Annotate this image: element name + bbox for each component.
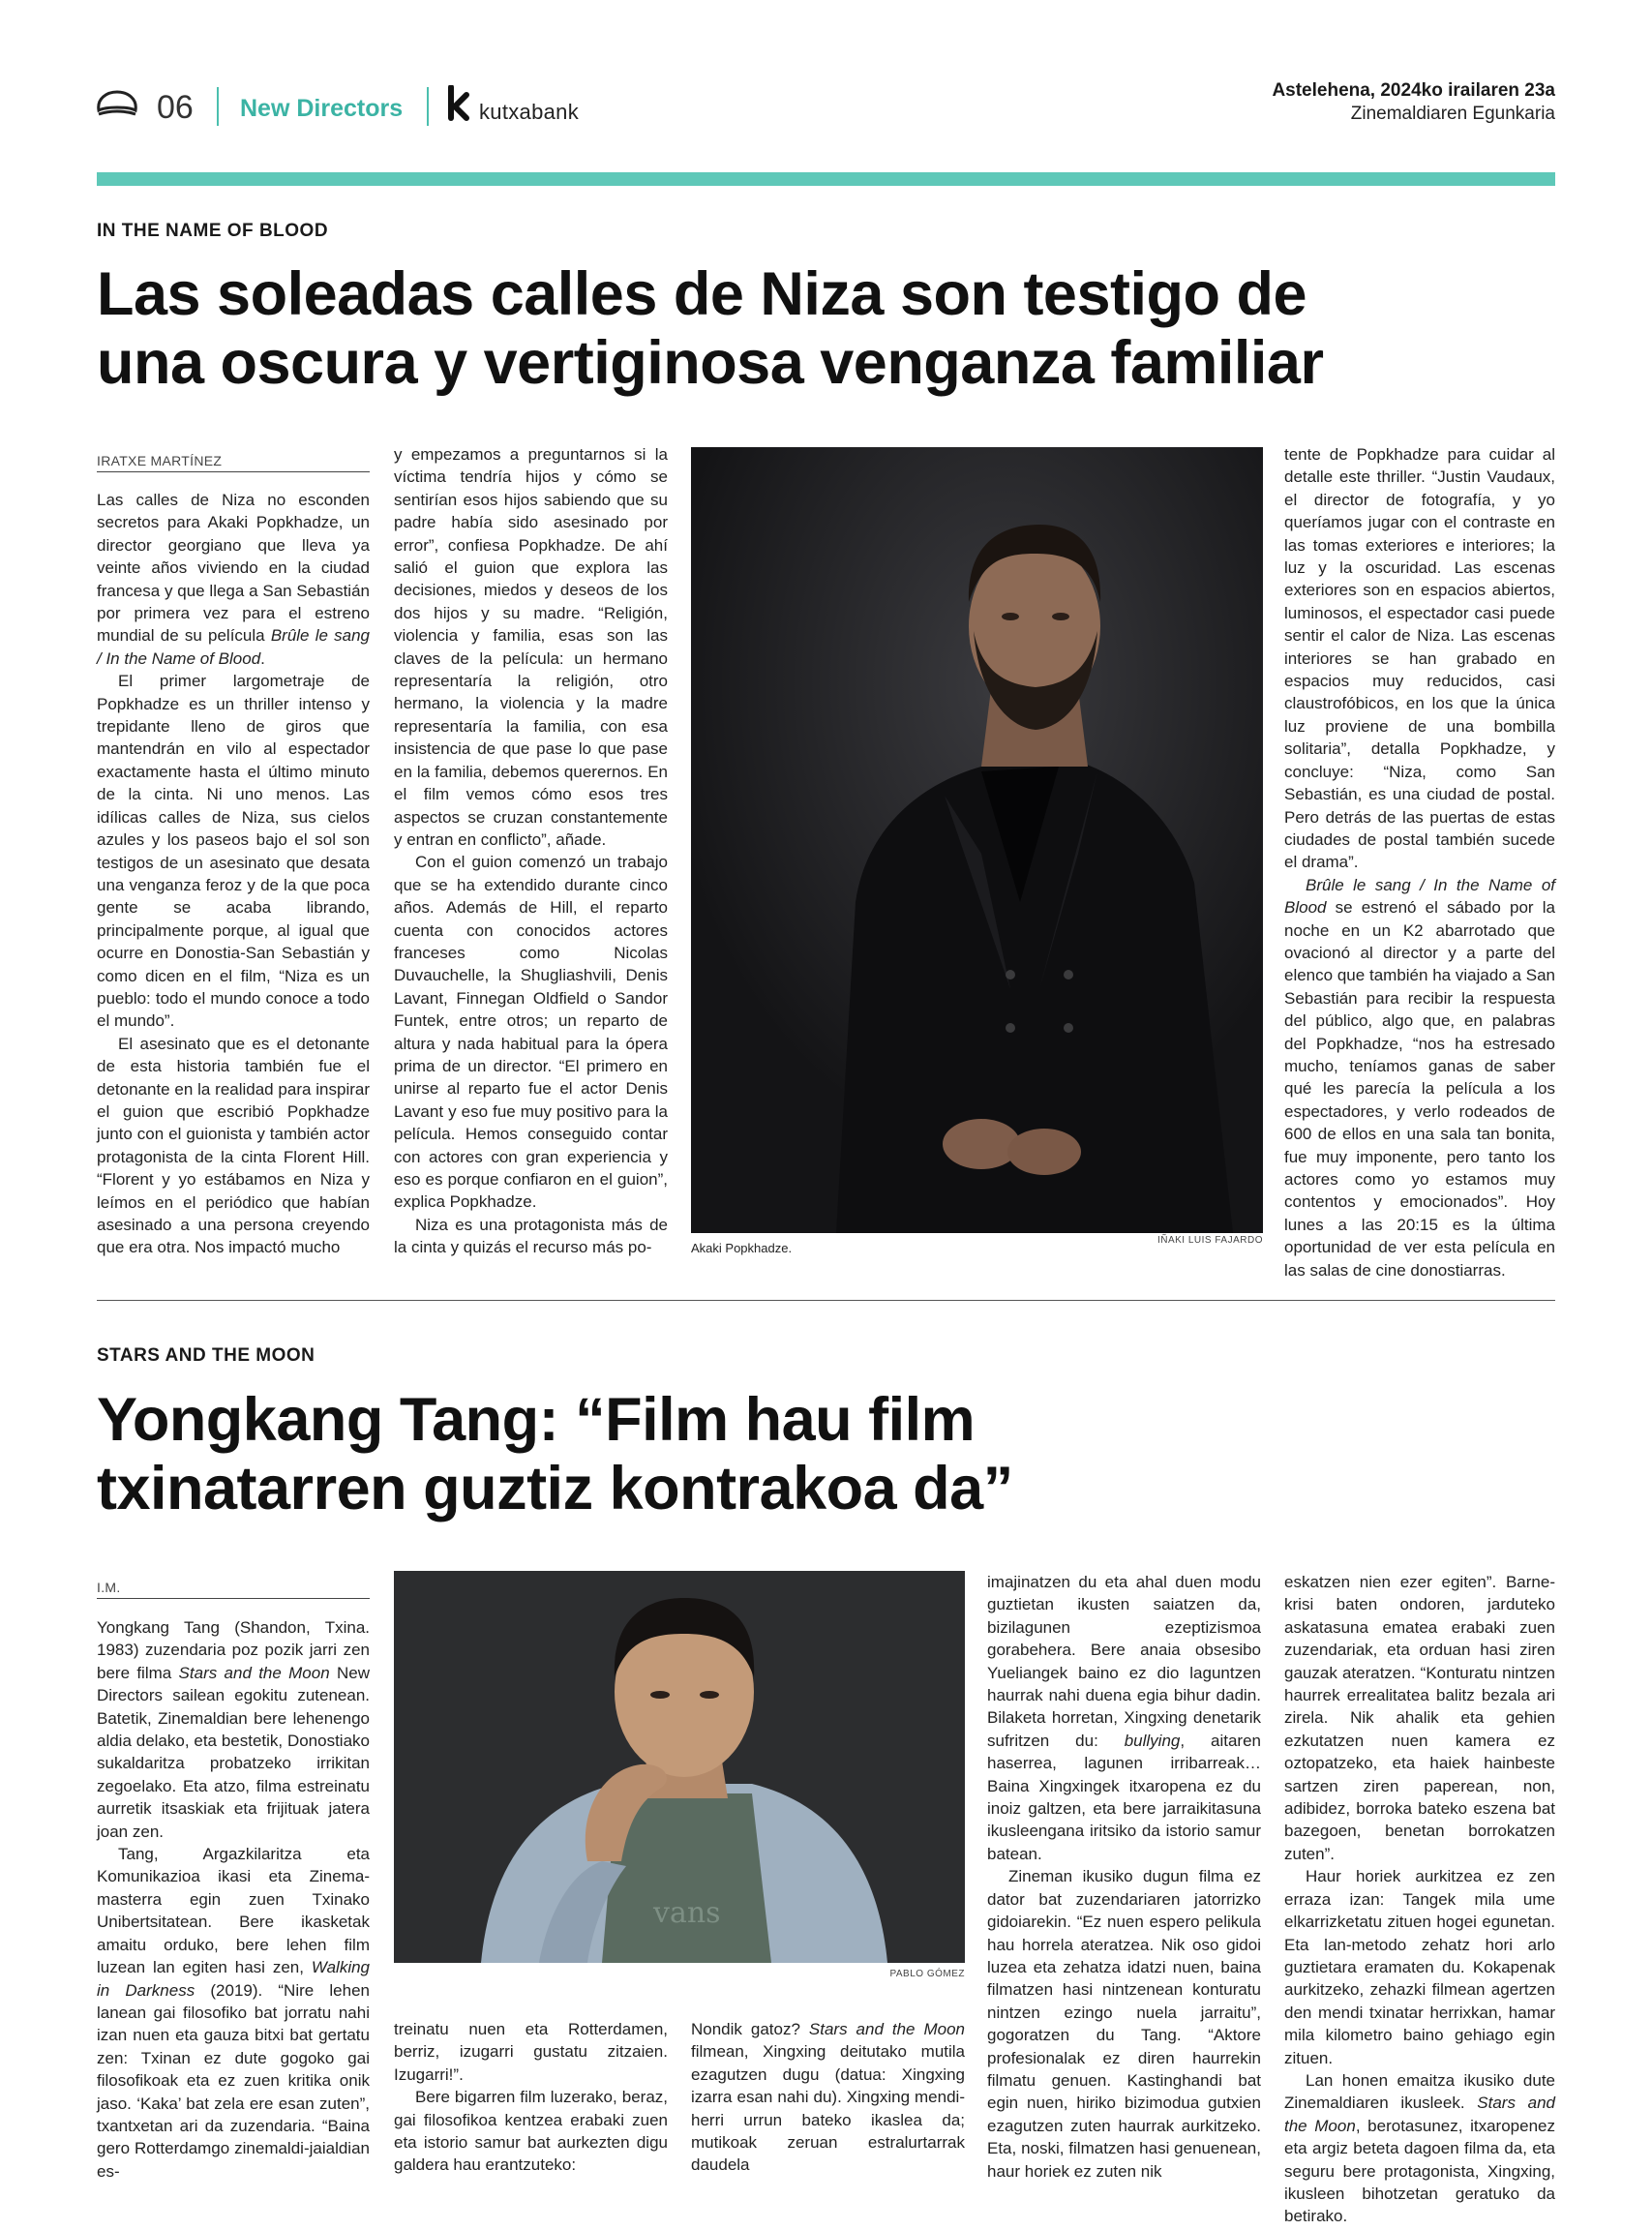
paragraph: Lan honen emaitza ikusiko dute Zinemaldiaren ikusleek. Stars and the Moon, berotasunez, itxaropenez eta argiz beteta dagoen filma da, eta seguru bere protagonista, Xingxing, ikusleen bihotzetan geratuko da betirako. bbox=[1284, 2070, 1556, 2226]
paragraph: Zineman ikusiko dugun filma ez dator bat zuzendariaren jatorrizko gidoiarekin. “Ez nuen espero pelikula hau horrela ateratzea. Nik oso gidoi luzea eta zehatza idatzi nuen, baina filmatzen hasi nintzenean konturatu nintzen ezingo nuela jarraitu”, gogoratzen du Tang. “Aktore profesionalak ez diren haurrekin filmatu genuen. Kastinghandi bat egin nuen, hiriko bizimodua gutxien ezagutzen zuten haurrak aurkitzeko. Eta, noski, filmatzen hasi genuenean, haur horiek ez zuten nik bbox=[987, 1867, 1261, 2181]
paragraph: Las calles de Niza no esconden secretos para Akaki Popkhadze, un director georgiano que lleva ya veinte años viviendo en la ciudad francesa y que llega a San Sebastián por primera vez para el estreno mundial de su película Brûle le sang / In the Name of Blood. bbox=[97, 491, 370, 668]
headline-line: una oscura y vertiginosa venganza familiar bbox=[97, 329, 1324, 397]
paragraph: El asesinato que es el detonante de esta historia también fue el detonante en la realidad para inspirar el guion que escribió Popkhadze junto con el guionista y también actor protagonista de la cinta Florent Hill. “Florent y yo estábamos en Niza y leímos en el periódico que habían asesinado a una persona creyendo que era otra. Nos impactó mucho bbox=[97, 1034, 370, 1257]
article2-column-3-lower bbox=[691, 2018, 965, 2177]
article1-byline: IRATXE MARTÍNEZ bbox=[97, 453, 370, 472]
paragraph: Con el guion comenzó un trabajo que se ha extendido durante cinco años. Además de Hill, el reparto cuenta con conocidos actores franceses como Nicolas Duvauchelle, la Shugliashvili, Denis Lavant, Finnegan Oldfield o Sandor Funtek, entre otros; un reparto de altura y nada habitual para la ópera prima de un director. “El primero en unirse al reparto fue el actor Denis Lavant y eso fue muy positivo para la película. Hemos conseguido contar con actores con gran experiencia y eso es porque confiaron en el guion”, explica Popkhadze. bbox=[394, 853, 668, 1212]
portrait-man-in-suit bbox=[691, 447, 1263, 1233]
shirt-print-text: vans bbox=[653, 1896, 721, 1930]
issue-date: Astelehena, 2024ko irailaren 23a bbox=[1272, 80, 1555, 101]
paragraph: Yongkang Tang (Shandon, Txina. 1983) zuzendaria poz pozik jarri zen bere filma Stars and the Moon New Directors sailean egokitu zutenean. Batetik, Zinemaldian bere lehenengo aldia delako, eta bestetik, Donostiako sukaldaritza probatzeko irrikitan zegoelako. Eta atzo, filma estreinatu aurretik itsaskiak eta frijituak jatera joan zen. bbox=[97, 1618, 371, 1841]
sponsor-logo-icon bbox=[447, 85, 474, 122]
paragraph: y empezamos a preguntarnos si la víctima tendría hijos y cómo se sentirían esos hijos sabiendo que su padre había sido asesinado por error”, confiesa Popkhadze. De ahí salió el guion que explora las decisiones, miedos y deseos de los dos hijos y su madre. “Religión, violencia y familia, esas son las claves de la película: un hermano representaría la religión, otro hermano, la violencia y la madre representaría la familia, con esa insistencia de que pase lo que pase en la familia, debemos querernos. En el film vemos cómo esos tres aspectos se cruzan constantemente y entran en conflicto”, añade. bbox=[394, 445, 668, 849]
article1-photo bbox=[691, 447, 1263, 1233]
header-divider bbox=[427, 87, 429, 126]
header-divider bbox=[217, 87, 219, 126]
article1-column-3 bbox=[1284, 443, 1555, 1281]
article1-photo-credit: IÑAKI LUIS FAJARDO bbox=[1156, 1235, 1263, 1246]
paragraph: Nondik gatoz? Stars and the Moon filmean, Xingxing deitutako mutila ezagutzen dugu (datua: Xingxing izarra esan nahi du). Xingxing mendi-herri urrun bateko ikaslea da; mutikoak zeruan estralurtarrak daudela bbox=[691, 2020, 966, 2175]
publication-name: Zinemaldiaren Egunkaria bbox=[1350, 104, 1555, 124]
paragraph: El primer largometraje de Popkhadze es un thriller intenso y trepidante lleno de giros que mantendrán en vilo al espectador exactamente hasta el último minuto de la cinta. Ni uno menos. Las idílicas calles de Niza, sus cielos azules y los paseos bajo el sol son testigos de un asesinato que desata una venganza feroz y de la que poca gente se acaba librando, principalmente porque, al igual que ocurre en Donostia-San Sebastián y como dicen en el film, “Niza es un pueblo: todo el mundo conoce a todo el mundo”. bbox=[97, 672, 370, 1031]
article2-headline bbox=[97, 1386, 1555, 1523]
sponsor-name: kutxabank bbox=[479, 100, 579, 124]
paragraph: eskatzen nien ezer egiten”. Barne-krisi baten ondoren, jarduteko askatasuna ematea erabaki zuen zuzendariak, eta orduan hasi ziren gauzak ateratzen. “Konturatu nintzen haurrek errealitatea balitz bezala ari zirela. Nik ahalik eta gehien ezkutatzen nuen kamera ez oztopatzeko, eta haiek hainbeste sartzen ziren paperean, non, adibidez, borroka bateko eszena bat bazegoen, benetan borrokatzen zuten”. bbox=[1284, 1573, 1555, 1863]
headline-line: Las soleadas calles de Niza son testigo de bbox=[97, 260, 1307, 328]
page-number: 06 bbox=[157, 89, 194, 126]
article2-column-3 bbox=[987, 1571, 1261, 2183]
headline-line: Yongkang Tang: “Film hau film bbox=[97, 1386, 976, 1454]
article2-photo-credit: PABLO GÓMEZ bbox=[889, 1969, 965, 1979]
article2-column-4 bbox=[1284, 1571, 1555, 2228]
paragraph: Niza es una protagonista más de la cinta y quizás el recurso más po- bbox=[394, 1215, 668, 1257]
section-name: New Directors bbox=[240, 95, 404, 122]
article2-photo bbox=[394, 1571, 965, 1963]
article2-column-2 bbox=[394, 2018, 668, 2177]
paragraph: treinatu nuen eta Rotterdamen, berriz, izugarri gustatu zitzaien. Izugarri!”. bbox=[394, 2020, 668, 2084]
article1-column-1 bbox=[97, 489, 370, 1259]
paragraph: imajinatzen du eta ahal duen modu guztietan ikusten saiatzen da, bizilagunen ezeptizismoa gorabehera. Bere anaia obsesibo Yueliangek baino ez dio laguntzen haurrak nahi duena egia bihur dadin. Bilaketa horretan, Xingxing denetarik sufritzen du: bullying, aitaren haserrea, lagunen irribarreak… Baina Xingxingek itxaropena ez du inoiz galtzen, eta bere jarraikitasuna ikusleengana iritsiko da istorio samur batean. bbox=[987, 1573, 1261, 1863]
headline-line: txinatarren guztiz kontrakoa da” bbox=[97, 1455, 1013, 1522]
article2-kicker: STARS AND THE MOON bbox=[97, 1345, 315, 1366]
header-logo-icon bbox=[95, 89, 139, 126]
paragraph: Haur horiek aurkitzea ez zen erraza izan: Tangek mila ume elkarrizketatu zituen hogei egunetan. Eta lan-metodo zehatz hori arlo guztietara eramaten du. Kokapenak aurkitzeko, zehazki filmean agertzen den mendi txinatar herrixkan, hamar mila kilometro baino gehiago egin zituen. bbox=[1284, 1867, 1555, 2067]
article1-column-2 bbox=[394, 443, 668, 1259]
article1-kicker: IN THE NAME OF BLOOD bbox=[97, 221, 329, 241]
paragraph: Tang, Argazkilaritza eta Komunikazioa ikasi eta Zinema-masterra egin zuen Txinako Unibertsitatean. Bere ikasketak amaitu orduko, bere lehen film luzean lan egiten hasi zen, Walking in Darkness (2019). “Nire lehen lanean gai filosofiko bat jorratu nahi izan nuen eta gauza bitxi bat gertatu zen: Txinan ez dute gogoko gai filosofikoak eta ez zuen kritika onik jaso. ‘Kaka’ bat zela ere esan zuten”, txantxetan ari da zuzendaria. “Baina gero Rotterdamgo zinemaldi-jaialdian es- bbox=[97, 1845, 370, 2181]
article2-byline: I.M. bbox=[97, 1580, 370, 1599]
article-divider bbox=[97, 1300, 1555, 1301]
article1-photo-caption: Akaki Popkhadze. bbox=[691, 1241, 793, 1255]
paragraph: tente de Popkhadze para cuidar al detalle este thriller. “Justin Vaudaux, el director de fotografía, y yo queríamos jugar con el contraste en las tomas exteriores e interiores; la luz y la oscuridad. Las escenas exteriores son en espacios abiertos, luminosos, el espectador casi puede sentir el calor de Niza. Las escenas interiores se han grabado en espacios muy reducidos, casi claustrofóbicos, en los que la única luz proviene de una bombilla solitaria”, detalla Popkhadze, y concluye: “Niza, como San Sebastián, es una ciudad de postal. Pero detrás de las puertas de estas ciudades de postal también sucede el drama”. bbox=[1284, 445, 1555, 872]
paragraph: Bere bigarren film luzerako, beraz, gai filosofikoa kentzea erabaki zuen eta istorio samur bat aurkezten digu galdera hau erantzuteko: bbox=[394, 2088, 668, 2175]
header-accent-bar bbox=[97, 172, 1555, 186]
portrait-man-in-jacket bbox=[394, 1571, 965, 1963]
paragraph: Brûle le sang / In the Name of Blood se estrenó el sábado por la noche en un K2 abarrotado que ovacionó al director y a parte del elenco que también ha viajado a San Sebastián para recibir la respuesta del público, algo que, en palabras del Popkhadze, “nos ha estresado mucho, teníamos ganas de saber qué les parecía la película a los espectadores, y verlo rodeados de 600 de ellos en una sala tan bonita, fue muy imponente, pero tanto los actores como yo estamos muy contentos y emocionados”. Hoy lunes a las 20:15 es la última oportunidad de ver esta película en las salas de cine donostiarras. bbox=[1284, 875, 1555, 1280]
article2-column-1 bbox=[97, 1616, 370, 2183]
article1-headline bbox=[97, 260, 1555, 398]
